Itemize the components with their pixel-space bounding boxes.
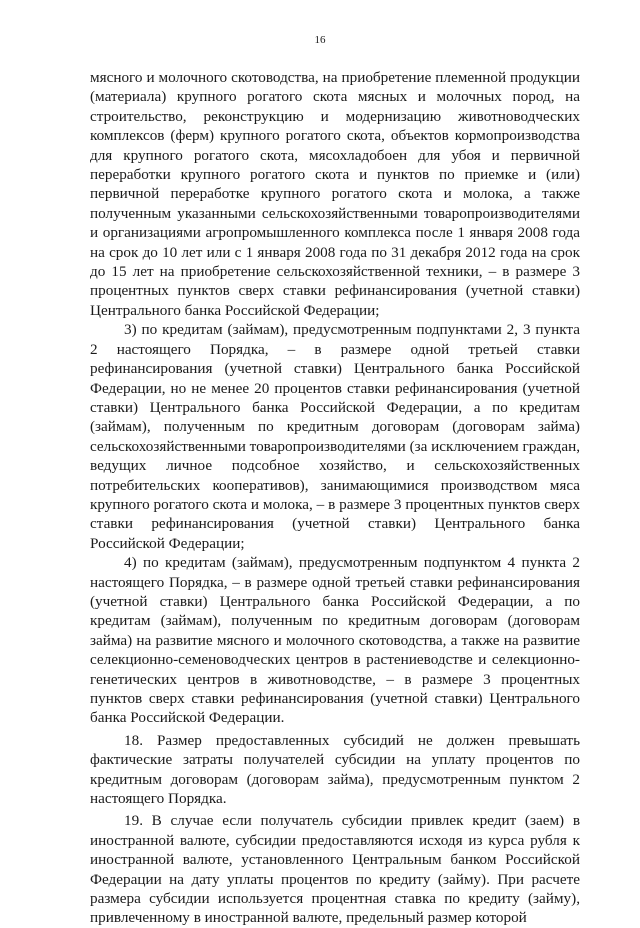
paragraph-item-18: 18. Размер предоставленных субсидий не должен превышать фактические затраты получателей субсидии на уплату процентов по кредитным договорам (договорам займа), предусмотренным пунктом 2 настоящего Порядка. bbox=[90, 731, 580, 808]
page-number: 16 bbox=[314, 34, 326, 46]
paragraph-continuation: мясного и молочного скотоводства, на приобретение племенной продукции (материала) крупного рогатого скота мясных и молочных пород, на строительство, реконструкцию и модернизацию животноводческих комплексов (ферм) крупного рогатого скота, объектов кормопроизводства для крупного рогатого скота, мясохладобоен для убоя и первичной переработки крупного рогатого скота и пунктов по приемке и (или) первичной переработке крупного рогатого скота и молока, а также полученным указанными сельскохозяйственными товаропроизводителями и организациями агропромышленного комплекса после 1 января 2008 года на срок до 10 лет или с 1 января 2008 года по 31 декабря 2012 года на срок до 15 лет на приобретение сельскохозяйственной техники, – в размере 3 процентных пунктов сверх ставки рефинансирования (учетной ставки) Центрального банка Российской Федерации; bbox=[90, 69, 580, 319]
paragraph-item-19: 19. В случае если получатель субсидии привлек кредит (заем) в иностранной валюте, субсидии предоставляются исходя из курса рубля к иностранной валюте, установленного Центральным банком Российской Федерации на дату уплаты процентов по кредиту (займу). При расчете размера субсидии используется процентная ставка по кредиту (займу), привлеченному в иностранной валюте, предельный размер которой bbox=[90, 812, 580, 927]
document-body bbox=[90, 68, 580, 928]
paragraph-subitem-4: 4) по кредитам (займам), предусмотренным подпунктом 4 пункта 2 настоящего Порядка, – в размере одной третьей ставки рефинансирования (учетной ставки) Центрального банка Российской Федерации, а по кредитам (займам), полученным по кредитным договорам (договорам займа) на развитие мясного и молочного скотоводства, а также на развитие селекционно-семеноводческих центров в растениеводстве и селекционно-генетических центров в животноводстве, – в размере 3 процентных пунктов сверх ставки рефинансирования (учетной ставки) Центрального банка Российской Федерации. bbox=[90, 554, 580, 727]
paragraph-subitem-3: 3) по кредитам (займам), предусмотренным подпунктами 2, 3 пункта 2 настоящего Порядка, – в размере одной третьей ставки рефинансирования (учетной ставки) Центрального банка Российской Федерации, но не менее 20 процентов ставки рефинансирования (учетной ставки) Центрального банка Российской Федерации, а по кредитам (займам), полученным по кредитным договорам (договорам займа) сельскохозяйственными товаропроизводителями (за исключением граждан, ведущих личное подсобное хозяйство, и сельскохозяйственных потребительских кооперативов), занимающимися производством мяса крупного рогатого скота и молока, – в размере 3 процентных пунктов сверх ставки рефинансирования (учетной ставки) Центрального банка Российской Федерации; bbox=[90, 321, 581, 552]
